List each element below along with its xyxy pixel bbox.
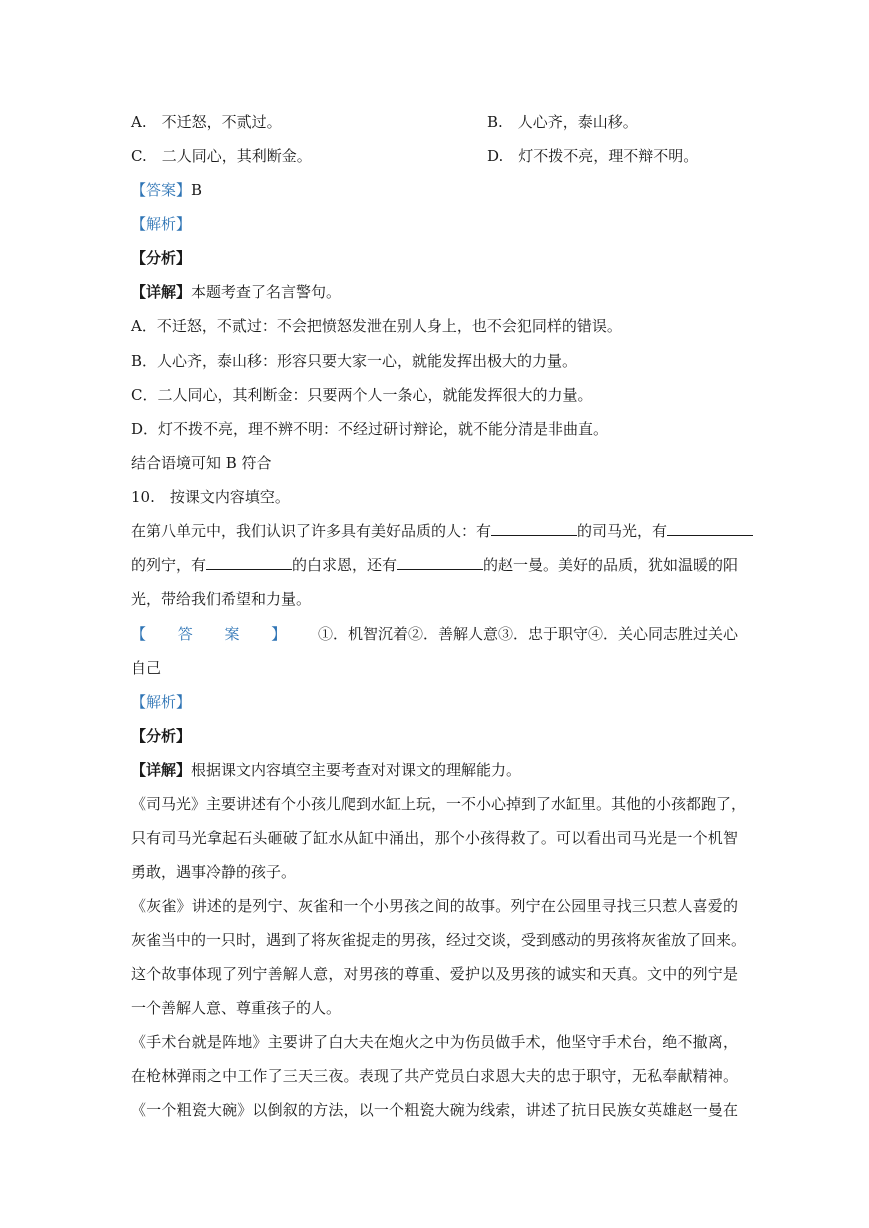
- para-simaguang-line: 只有司马光拿起石头砸破了缸水从缸中涌出，那个小孩得救了。可以看出司马光是一个机智: [131, 829, 738, 847]
- explanation-c: C．二人同心，其利断金：只要两个人一条心，就能发挥很大的力量。: [131, 386, 593, 404]
- blank-4: [397, 555, 483, 570]
- answer-3: ③．忠于职守: [497, 625, 588, 643]
- fill-text: 的赵一曼。美好的品质，犹如温暖的阳: [483, 556, 739, 574]
- para-huique-line: 一个善解人意、尊重孩子的人。: [131, 999, 342, 1017]
- q9-detail: [131, 282, 341, 302]
- answer-tag: 【答案】: [131, 625, 318, 643]
- fenxi-tag: 【分析】: [131, 249, 192, 267]
- q10-title: 10. 按课文内容填空。: [131, 488, 290, 506]
- detail-text: 根据课文内容填空主要考查对对课文的理解能力。: [191, 761, 522, 779]
- answer-continuation: 自己: [131, 659, 162, 677]
- q10-fill-line-1: [131, 521, 738, 541]
- option-c: C. 二人同心，其利断金。: [131, 147, 312, 165]
- option-b: B. 人心齐，泰山移。: [487, 113, 638, 131]
- fill-text: 的白求恩，还有: [292, 556, 398, 574]
- explanation-b: B．人心齐，泰山移：形容只要大家一心，就能发挥出极大的力量。: [131, 352, 578, 370]
- analysis-tag: 【解析】: [131, 215, 192, 233]
- para-huique-line: 这个故事体现了列宁善解人意，对男孩的尊重、爱护以及男孩的诚实和天真。文中的列宁是: [131, 965, 738, 983]
- blank-2: [667, 521, 753, 536]
- para-huique-line: 《灰雀》讲述的是列宁、灰雀和一个小男孩之间的故事。列宁在公园里寻找三只惹人喜爱的: [131, 897, 738, 915]
- option-a: A. 不迁怒，不贰过。: [131, 113, 282, 131]
- answer-value: B: [191, 181, 203, 199]
- option-d: D. 灯不拨不亮，理不辩不明。: [487, 147, 699, 165]
- para-huique-line: 灰雀当中的一只时，遇到了将灰雀捉走的男孩，经过交谈，受到感动的男孩将灰雀放了回来。: [131, 931, 747, 949]
- detail-tag: 【详解】: [131, 761, 192, 779]
- blank-1: [491, 521, 577, 536]
- fill-text: 在第八单元中，我们认识了许多具有美好品质的人：有: [131, 522, 492, 540]
- explanation-a: A．不迁怒，不贰过：不会把愤怒发泄在别人身上，也不会犯同样的错误。: [131, 317, 622, 335]
- para-dawan-line: 《一个粗瓷大碗》以倒叙的方法，以一个粗瓷大碗为线索，讲述了抗日民族女英雄赵一曼在: [131, 1101, 738, 1119]
- detail-text: 本题考查了名言警句。: [191, 283, 342, 301]
- q10-detail: [131, 760, 521, 780]
- para-shoushutai-line: 在枪林弹雨之中工作了三天三夜。表现了共产党员白求恩大夫的忠于职守，无私奉献精神。: [131, 1067, 738, 1085]
- fill-text: 的列宁，有: [131, 556, 207, 574]
- q9-conclusion: 结合语境可知 B 符合: [131, 454, 272, 472]
- q10-fill-line-2: [131, 555, 738, 575]
- answer-1: ①．机智沉着: [317, 625, 408, 643]
- q10-answer: [131, 624, 738, 644]
- explanation-d: D．灯不拨不亮，理不辨不明：不经过研讨辩论，就不能分清是非曲直。: [131, 420, 609, 438]
- detail-tag: 【详解】: [131, 283, 192, 301]
- answer-4: ④．关心同志胜过关心: [587, 625, 738, 643]
- fenxi-tag: 【分析】: [131, 727, 192, 745]
- fill-text: 的司马光，有: [577, 522, 668, 540]
- analysis-tag: 【解析】: [131, 693, 192, 711]
- q10-fill-line-3: 光，带给我们希望和力量。: [131, 590, 312, 608]
- para-simaguang-line: 勇敢，遇事冷静的孩子。: [131, 863, 297, 881]
- answer-2: ②．善解人意: [407, 625, 498, 643]
- para-shoushutai-line: 《手术台就是阵地》主要讲了白大夫在炮火之中为伤员做手术，他坚守手术台，绝不撤离，: [131, 1033, 738, 1051]
- answer-tag: 【答案】: [131, 181, 192, 199]
- para-simaguang-line: 《司马光》主要讲述有个小孩儿爬到水缸上玩，一不小心掉到了水缸里。其他的小孩都跑了，: [131, 795, 747, 813]
- q9-answer: [131, 180, 202, 200]
- blank-3: [206, 555, 292, 570]
